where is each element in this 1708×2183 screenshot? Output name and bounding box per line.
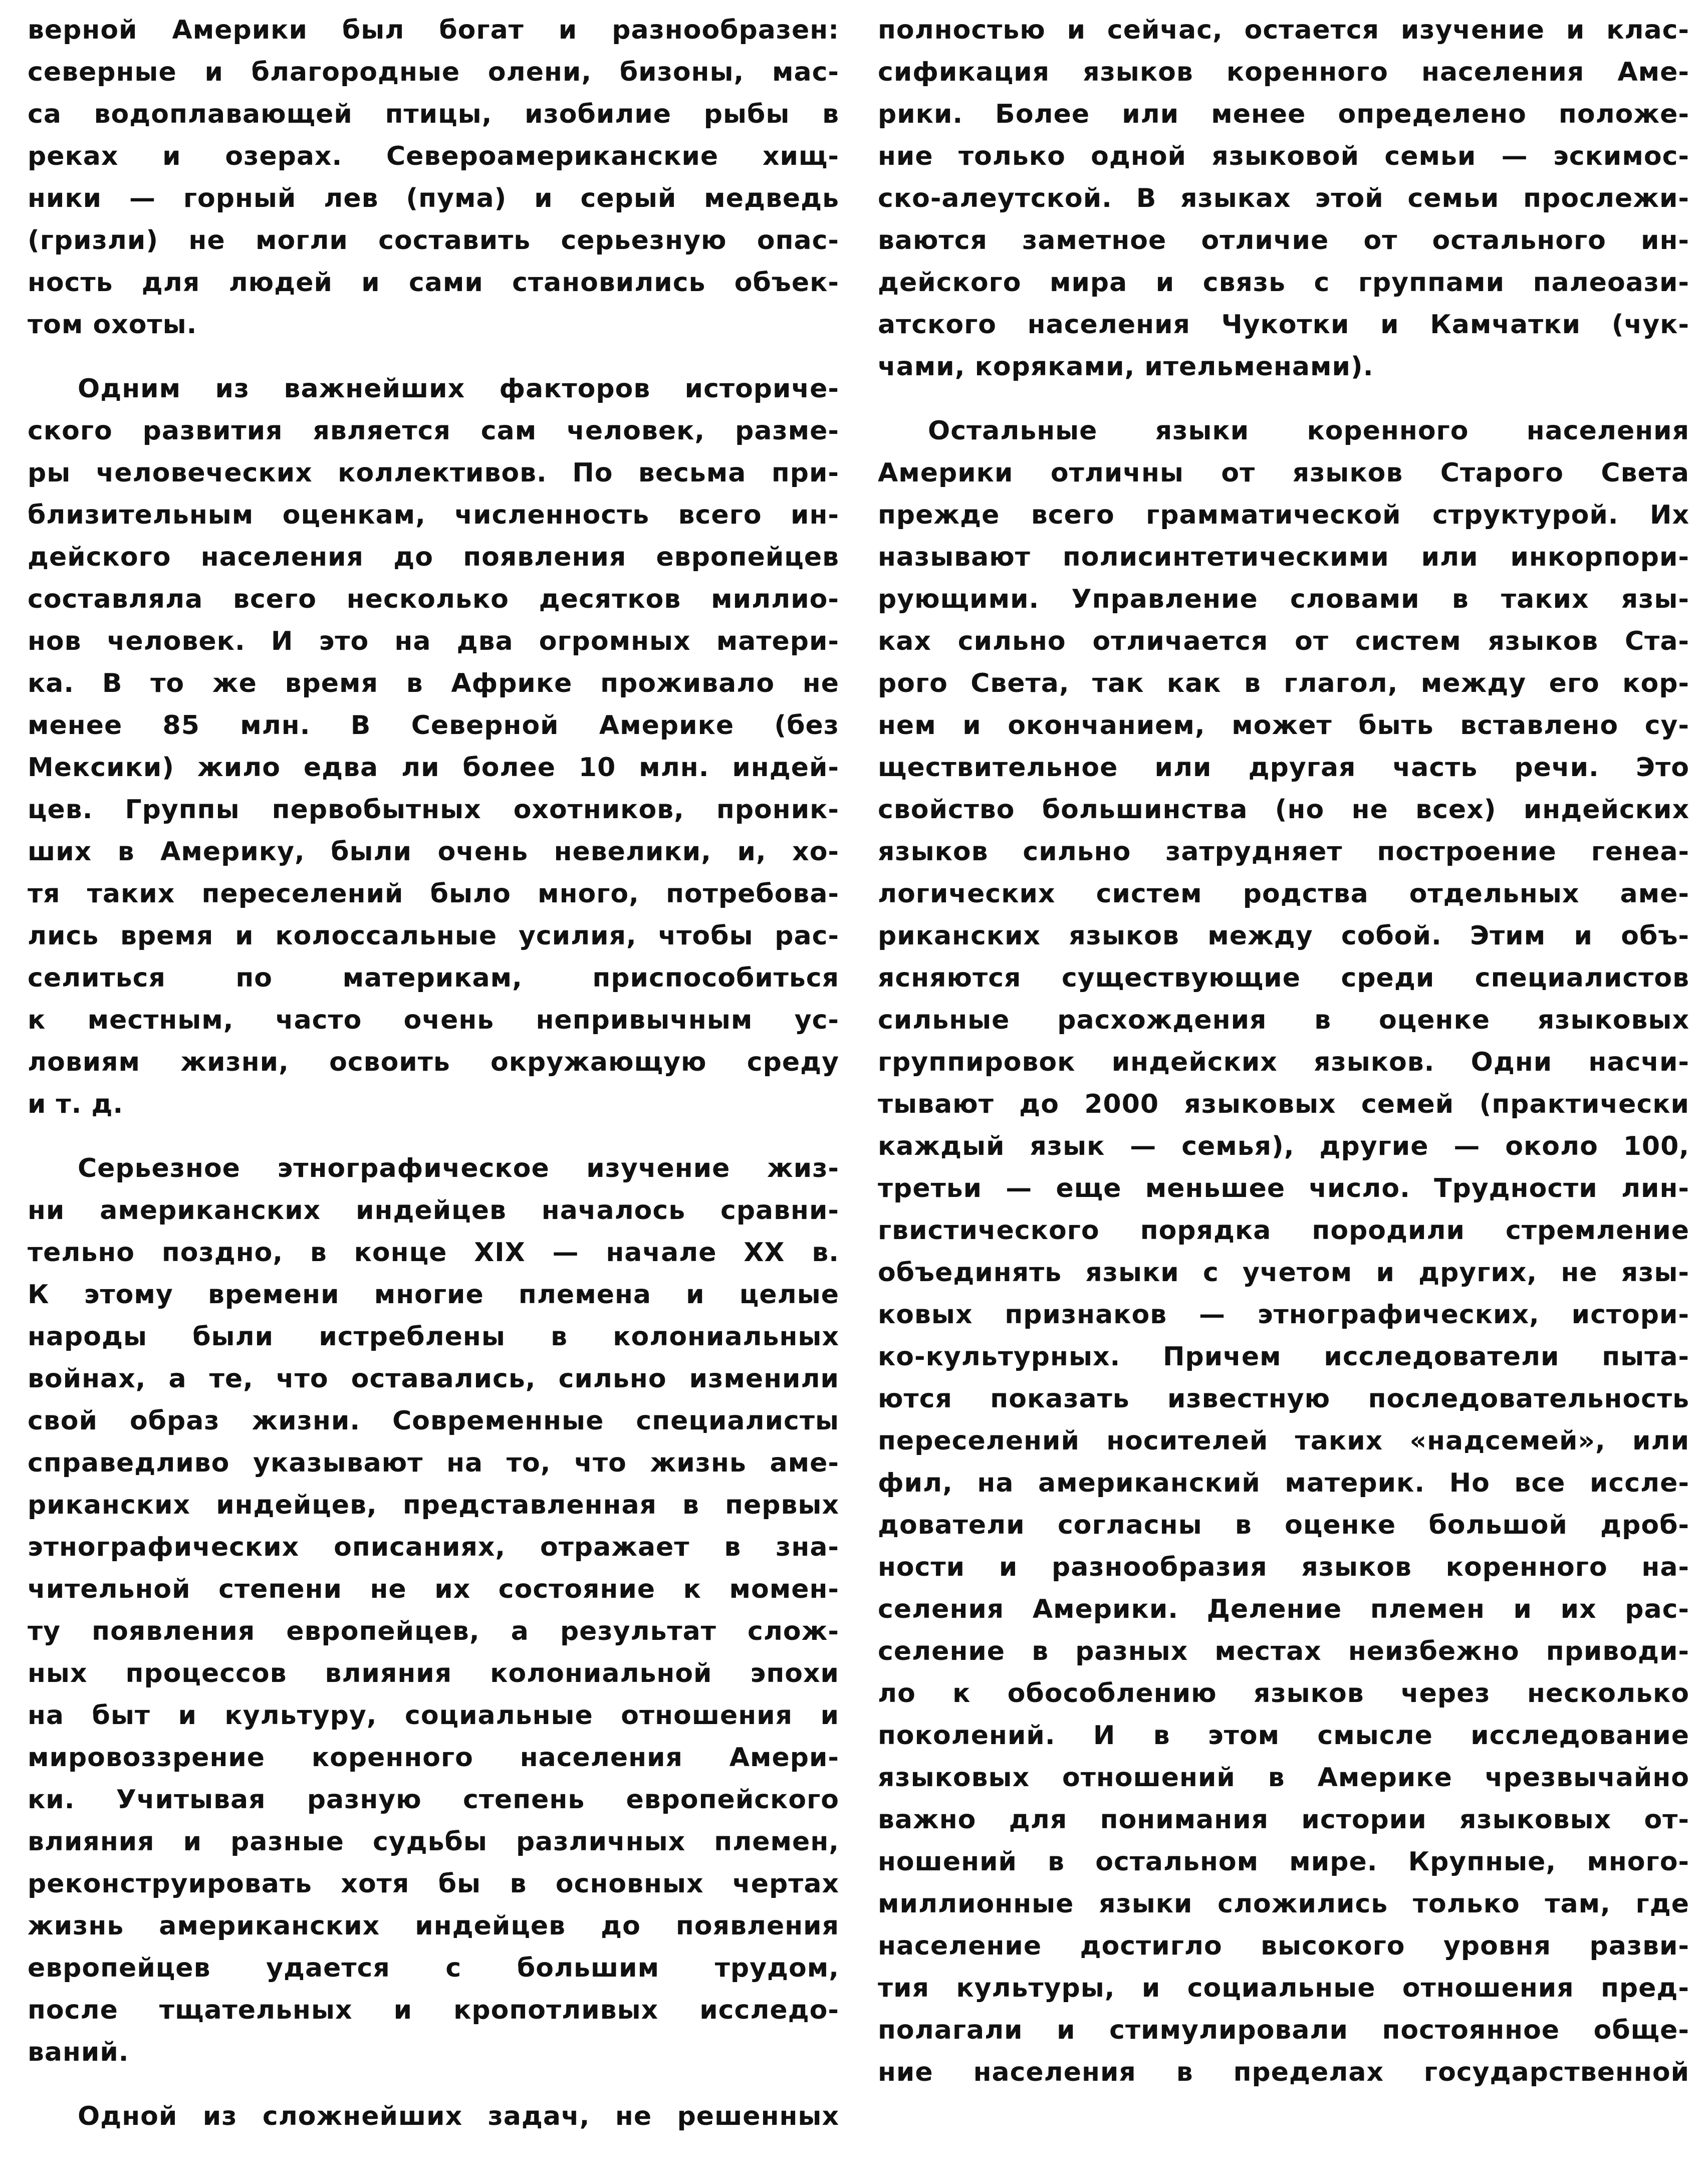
text-line: миллионные языки сложились только там, где <box>878 1889 1689 1919</box>
text-line: ского развития является сам человек, разме- <box>28 416 839 446</box>
paragraph <box>878 410 1689 2093</box>
text-line: реках и озерах. Североамериканские хищ- <box>28 141 839 171</box>
text-line: дейского населения до появления европейцев <box>28 542 839 572</box>
text-line: тельно поздно, в конце XIX — начале XX в. <box>28 1238 839 1268</box>
text-line: чами, коряками, ительменами). <box>878 352 1374 382</box>
text-line: том охоты. <box>28 310 197 340</box>
text-line: ках сильно отличается от систем языков Ста- <box>878 626 1689 656</box>
text-line: и т. д. <box>28 1089 124 1119</box>
text-line: языков сильно затрудняет построение генеа- <box>878 837 1689 867</box>
text-line: на быт и культуру, социальные отношения и <box>28 1701 839 1731</box>
left-text-column <box>28 9 839 2137</box>
text-line: каждый язык — семья), другие — около 100, <box>878 1131 1689 1161</box>
text-line: группировок индейских языков. Одни насчи- <box>878 1047 1689 1077</box>
text-line: полностью и сейчас, остается изучение и клас- <box>878 15 1689 45</box>
text-line: языковых отношений в Америке чрезвычайно <box>878 1763 1689 1793</box>
text-line: население достигло высокого уровня разви- <box>878 1931 1689 1961</box>
text-line: ношений в остальном мире. Крупные, много- <box>878 1847 1689 1877</box>
paragraph-gap <box>28 346 839 368</box>
text-line: Остальные языки коренного населения <box>928 416 1689 446</box>
text-line: (гризли) не могли составить серьезную опас- <box>28 225 839 256</box>
text-line: к местным, часто очень непривычным ус- <box>28 1005 839 1035</box>
text-line: ние населения в пределах государственной <box>878 2057 1689 2087</box>
text-line: ско-алеутской. В языках этой семьи прослежи- <box>878 183 1689 213</box>
text-line: Одной из сложнейших задач, не решенных <box>78 2101 839 2131</box>
text-line: ются показать известную последовательность <box>878 1384 1689 1414</box>
paragraph <box>28 1147 839 2073</box>
paragraph <box>28 368 839 1125</box>
text-line: ковых признаков — этнографических, истори- <box>878 1300 1689 1330</box>
text-line: сильные расхождения в оценке языковых <box>878 1005 1689 1035</box>
text-line: Мексики) жило едва ли более 10 млн. индей- <box>28 753 839 783</box>
text-line: ло к обособлению языков через несколько <box>878 1678 1689 1709</box>
text-line: называют полисинтетическими или инкорпори- <box>878 542 1689 572</box>
text-line: чительной степени не их состояние к момен- <box>28 1574 839 1604</box>
text-line: нов человек. И это на два огромных матери- <box>28 626 839 656</box>
text-line: Одним из важнейших факторов историче- <box>78 374 839 404</box>
text-line: ры человеческих коллективов. По весьма при- <box>28 458 839 488</box>
text-line: тывают до 2000 языковых семей (практически <box>878 1089 1689 1119</box>
text-line: справедливо указывают на то, что жизнь аме- <box>28 1448 839 1478</box>
text-line: селиться по материкам, приспособиться <box>28 963 839 993</box>
text-line: ники — горный лев (пума) и серый медведь <box>28 183 839 213</box>
text-line: нем и окончанием, может быть вставлено су- <box>878 710 1689 741</box>
text-line: полагали и стимулировали постоянное обще- <box>878 2015 1689 2045</box>
text-line: переселений носителей таких «надсемей», или <box>878 1426 1689 1456</box>
text-line: влияния и разные судьбы различных племен, <box>28 1827 839 1857</box>
text-line: объединять языки с учетом и других, не язы- <box>878 1258 1689 1288</box>
text-line: ни американских индейцев началось сравни- <box>28 1195 839 1226</box>
text-line: ваются заметное отличие от остального ин- <box>878 225 1689 256</box>
text-line: атского населения Чукотки и Камчатки (чук- <box>878 310 1689 340</box>
text-line: мировоззрение коренного населения Амери- <box>28 1743 839 1773</box>
text-line: ших в Америку, были очень невелики, и, хо- <box>28 837 839 867</box>
text-line: ясняются существующие среди специалистов <box>878 963 1689 993</box>
text-line: дейского мира и связь с группами палеоази- <box>878 268 1689 298</box>
text-line: верной Америки был богат и разнообразен: <box>28 15 839 45</box>
text-line: ки. Учитывая разную степень европейского <box>28 1785 839 1815</box>
text-line: войнах, а те, что оставались, сильно изменили <box>28 1364 839 1394</box>
text-line: ние только одной языковой семьи — эскимос- <box>878 141 1689 171</box>
text-line: Серьезное этнографическое изучение жиз- <box>78 1153 839 1183</box>
text-line: прежде всего грамматической структурой. Их <box>878 500 1689 530</box>
text-line: гвистического порядка породили стремление <box>878 1216 1689 1246</box>
text-line: дователи согласны в оценке большой дроб- <box>878 1510 1689 1540</box>
text-line: рующими. Управление словами в таких язы- <box>878 584 1689 614</box>
text-line: ществительное или другая часть речи. Это <box>878 753 1689 783</box>
text-line: ность для людей и сами становились объек- <box>28 268 839 298</box>
text-line: Америки отличны от языков Старого Света <box>878 458 1689 488</box>
text-line: селения Америки. Деление племен и их рас- <box>878 1594 1689 1624</box>
text-line: ных процессов влияния колониальной эпохи <box>28 1658 839 1688</box>
text-line: логических систем родства отдельных аме- <box>878 879 1689 909</box>
text-line: фил, на американский материк. Но все иссле- <box>878 1468 1689 1498</box>
text-line: лись время и колоссальные усилия, чтобы рас- <box>28 921 839 951</box>
text-line: после тщательных и кропотливых исследо- <box>28 1995 839 2025</box>
text-line: важно для понимания истории языковых от- <box>878 1805 1689 1835</box>
text-line: ловиям жизни, освоить окружающую среду <box>28 1047 839 1077</box>
text-line: реконструировать хотя бы в основных чертах <box>28 1869 839 1899</box>
text-line: жизнь американских индейцев до появления <box>28 1911 839 1941</box>
text-line: ваний. <box>28 2037 129 2067</box>
text-line: свой образ жизни. Современные специалисты <box>28 1406 839 1436</box>
text-line: селение в разных местах неизбежно приводи- <box>878 1636 1689 1666</box>
text-line: риканских индейцев, представленная в первых <box>28 1490 839 1520</box>
text-line: са водоплавающей птицы, изобилие рыбы в <box>28 99 839 129</box>
text-line: свойство большинства (но не всех) индейских <box>878 795 1689 825</box>
text-line: ко-культурных. Причем исследователи пыта- <box>878 1342 1689 1372</box>
text-line: тя таких переселений было много, потребова- <box>28 879 839 909</box>
text-line: ка. В то же время в Африке проживало не <box>28 668 839 698</box>
text-line: рого Света, так как в глагол, между его кор- <box>878 668 1689 698</box>
paragraph <box>878 9 1689 388</box>
paragraph-gap <box>28 2073 839 2095</box>
text-line: ту появления европейцев, а результат слож- <box>28 1616 839 1646</box>
right-text-column <box>878 9 1689 2093</box>
text-line: К этому времени многие племена и целые <box>28 1280 839 1310</box>
text-line: близительным оценкам, численность всего ин- <box>28 500 839 530</box>
text-line: менее 85 млн. В Северной Америке (без <box>28 710 839 741</box>
paragraph-gap <box>28 1125 839 1147</box>
paragraph-gap <box>878 388 1689 410</box>
text-line: риканских языков между собой. Этим и объ- <box>878 921 1689 951</box>
paragraph <box>28 9 839 346</box>
text-line: северные и благородные олени, бизоны, мас- <box>28 57 839 87</box>
text-line: ности и разнообразия языков коренного на- <box>878 1552 1689 1582</box>
text-line: этнографических описаниях, отражает в зна- <box>28 1532 839 1562</box>
text-line: составляла всего несколько десятков миллио- <box>28 584 839 614</box>
text-line: тия культуры, и социальные отношения пред- <box>878 1973 1689 2003</box>
text-line: цев. Группы первобытных охотников, проник- <box>28 795 839 825</box>
text-line: поколений. И в этом смысле исследование <box>878 1721 1689 1751</box>
text-line: народы были истреблены в колониальных <box>28 1322 839 1352</box>
text-line: рики. Более или менее определено положе- <box>878 99 1689 129</box>
paragraph <box>28 2095 839 2137</box>
text-line: третьи — еще меньшее число. Трудности лин- <box>878 1173 1689 1203</box>
text-line: сификация языков коренного населения Аме- <box>878 57 1689 87</box>
text-line: европейцев удается с большим трудом, <box>28 1953 839 1983</box>
